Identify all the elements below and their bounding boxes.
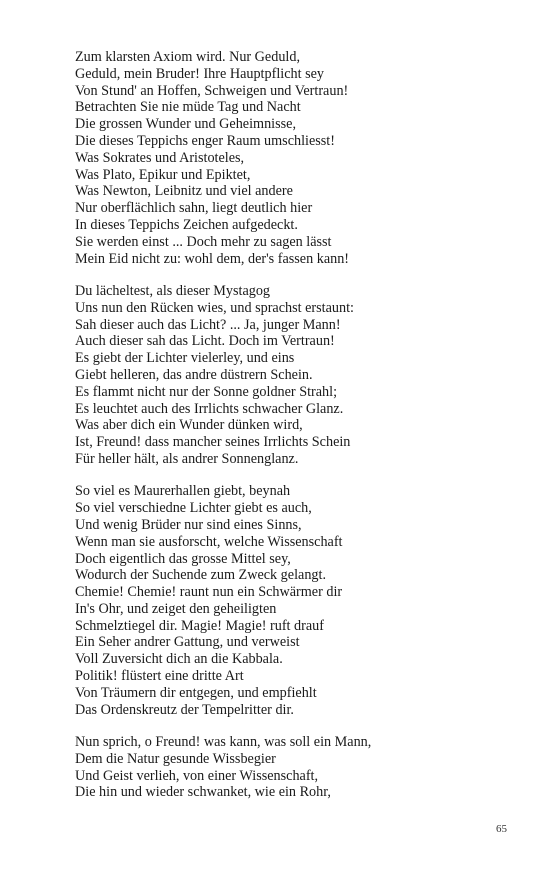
poem-line: Giebt helleren, das andre düstrern Schein. [75, 366, 313, 383]
poem-line: Zum klarsten Axiom wird. Nur Geduld, [75, 49, 300, 65]
poem-line: Es giebt der Lichter vielerley, und eins [75, 350, 295, 367]
poem-line: Nur oberflächlich sahn, liegt deutlich hier [75, 200, 313, 217]
poem-line: Geduld, mein Bruder! Ihre Hauptpflicht sey [75, 65, 324, 82]
poem-line: Was aber dich ein Wunder dünken wird, [75, 417, 303, 434]
poem-line: Was Plato, Epikur und Epiktet, [75, 166, 251, 183]
poem-line: Chemie! Chemie! raunt nun ein Schwärmer dir [75, 584, 343, 601]
poem-line: Für heller hält, als andrer Sonnenglanz. [75, 450, 299, 467]
poem-line: Sie werden einst ... Doch mehr zu sagen lässt [75, 233, 332, 250]
poem-line: Auch dieser sah das Licht. Doch im Vertraun! [75, 333, 335, 350]
poem-line: Und Geist verlieh, von einer Wissenschaft, [75, 767, 319, 784]
poem-line: Doch eigentlich das grosse Mittel sey, [75, 550, 291, 567]
poem-line: Du lächeltest, als dieser Mystagog [75, 282, 271, 299]
poem-line: Sah dieser auch das Licht? ... Ja, junger Mann! [75, 316, 341, 333]
stanza [75, 734, 515, 801]
poem-line: Mein Eid nicht zu: wohl dem, der's fassen kann! [75, 250, 350, 267]
poem-line: Politik! flüstert eine dritte Art [75, 668, 244, 685]
poem-line: In's Ohr, und zeiget den geheiligten [75, 600, 277, 617]
poem-line: Was Newton, Leibnitz und viel andere [75, 183, 293, 200]
poem-line: Wodurch der Suchende zum Zweck gelangt. [75, 567, 326, 584]
poem-line: Nun sprich, o Freund! was kann, was soll ein Mann, [75, 734, 372, 751]
poem-line: Uns nun den Rücken wies, und sprachst erstaunt: [75, 299, 354, 316]
poem-line: So viel es Maurerhallen giebt, beynah [75, 483, 291, 500]
poem-line: Es leuchtet auch des Irrlichts schwacher Glanz. [75, 400, 344, 417]
poem-line: Wenn man sie ausforscht, welche Wissenschaft [75, 533, 343, 550]
poem-line: Betrachten Sie nie müde Tag und Nacht [75, 99, 301, 116]
poem-line: Die hin und wieder schwanket, wie ein Rohr, [75, 784, 331, 801]
page-number: 65 [496, 823, 507, 835]
poem-line: Dem die Natur gesunde Wissbegier [75, 750, 276, 767]
poem-line: Voll Zuversicht dich an die Kabbala. [75, 651, 283, 668]
poem-line: In dieses Teppichs Zeichen aufgedeckt. [75, 216, 298, 233]
poem-line: Die dieses Teppichs enger Raum umschliesst! [75, 132, 335, 149]
poem-line: Die grossen Wunder und Geheimnisse, [75, 116, 297, 133]
poem-line: Von Stund' an Hoffen, Schweigen und Vertraun! [75, 82, 349, 99]
poem-line: Es flammt nicht nur der Sonne goldner Strahl; [75, 383, 338, 400]
poem-line: Schmelztiegel dir. Magie! Magie! ruft drauf [75, 617, 324, 634]
poem-line: Und wenig Brüder nur sind eines Sinns, [75, 516, 302, 533]
stanza [75, 483, 515, 718]
stanza [75, 49, 515, 267]
poem-line: Ein Seher andrer Gattung, und verweist [75, 634, 300, 651]
poem-line: Ist, Freund! dass mancher seines Irrlichts Schein [75, 434, 351, 451]
poem-line: Von Träumern dir entgegen, und empfiehlt [75, 684, 317, 701]
poem-line: Was Sokrates und Aristoteles, [75, 149, 245, 166]
poem-line: So viel verschiedne Lichter giebt es auch, [75, 500, 312, 517]
poem-line: Das Ordenskreutz der Tempelritter dir. [75, 701, 294, 718]
poem-text [75, 49, 515, 817]
stanza [75, 283, 515, 468]
